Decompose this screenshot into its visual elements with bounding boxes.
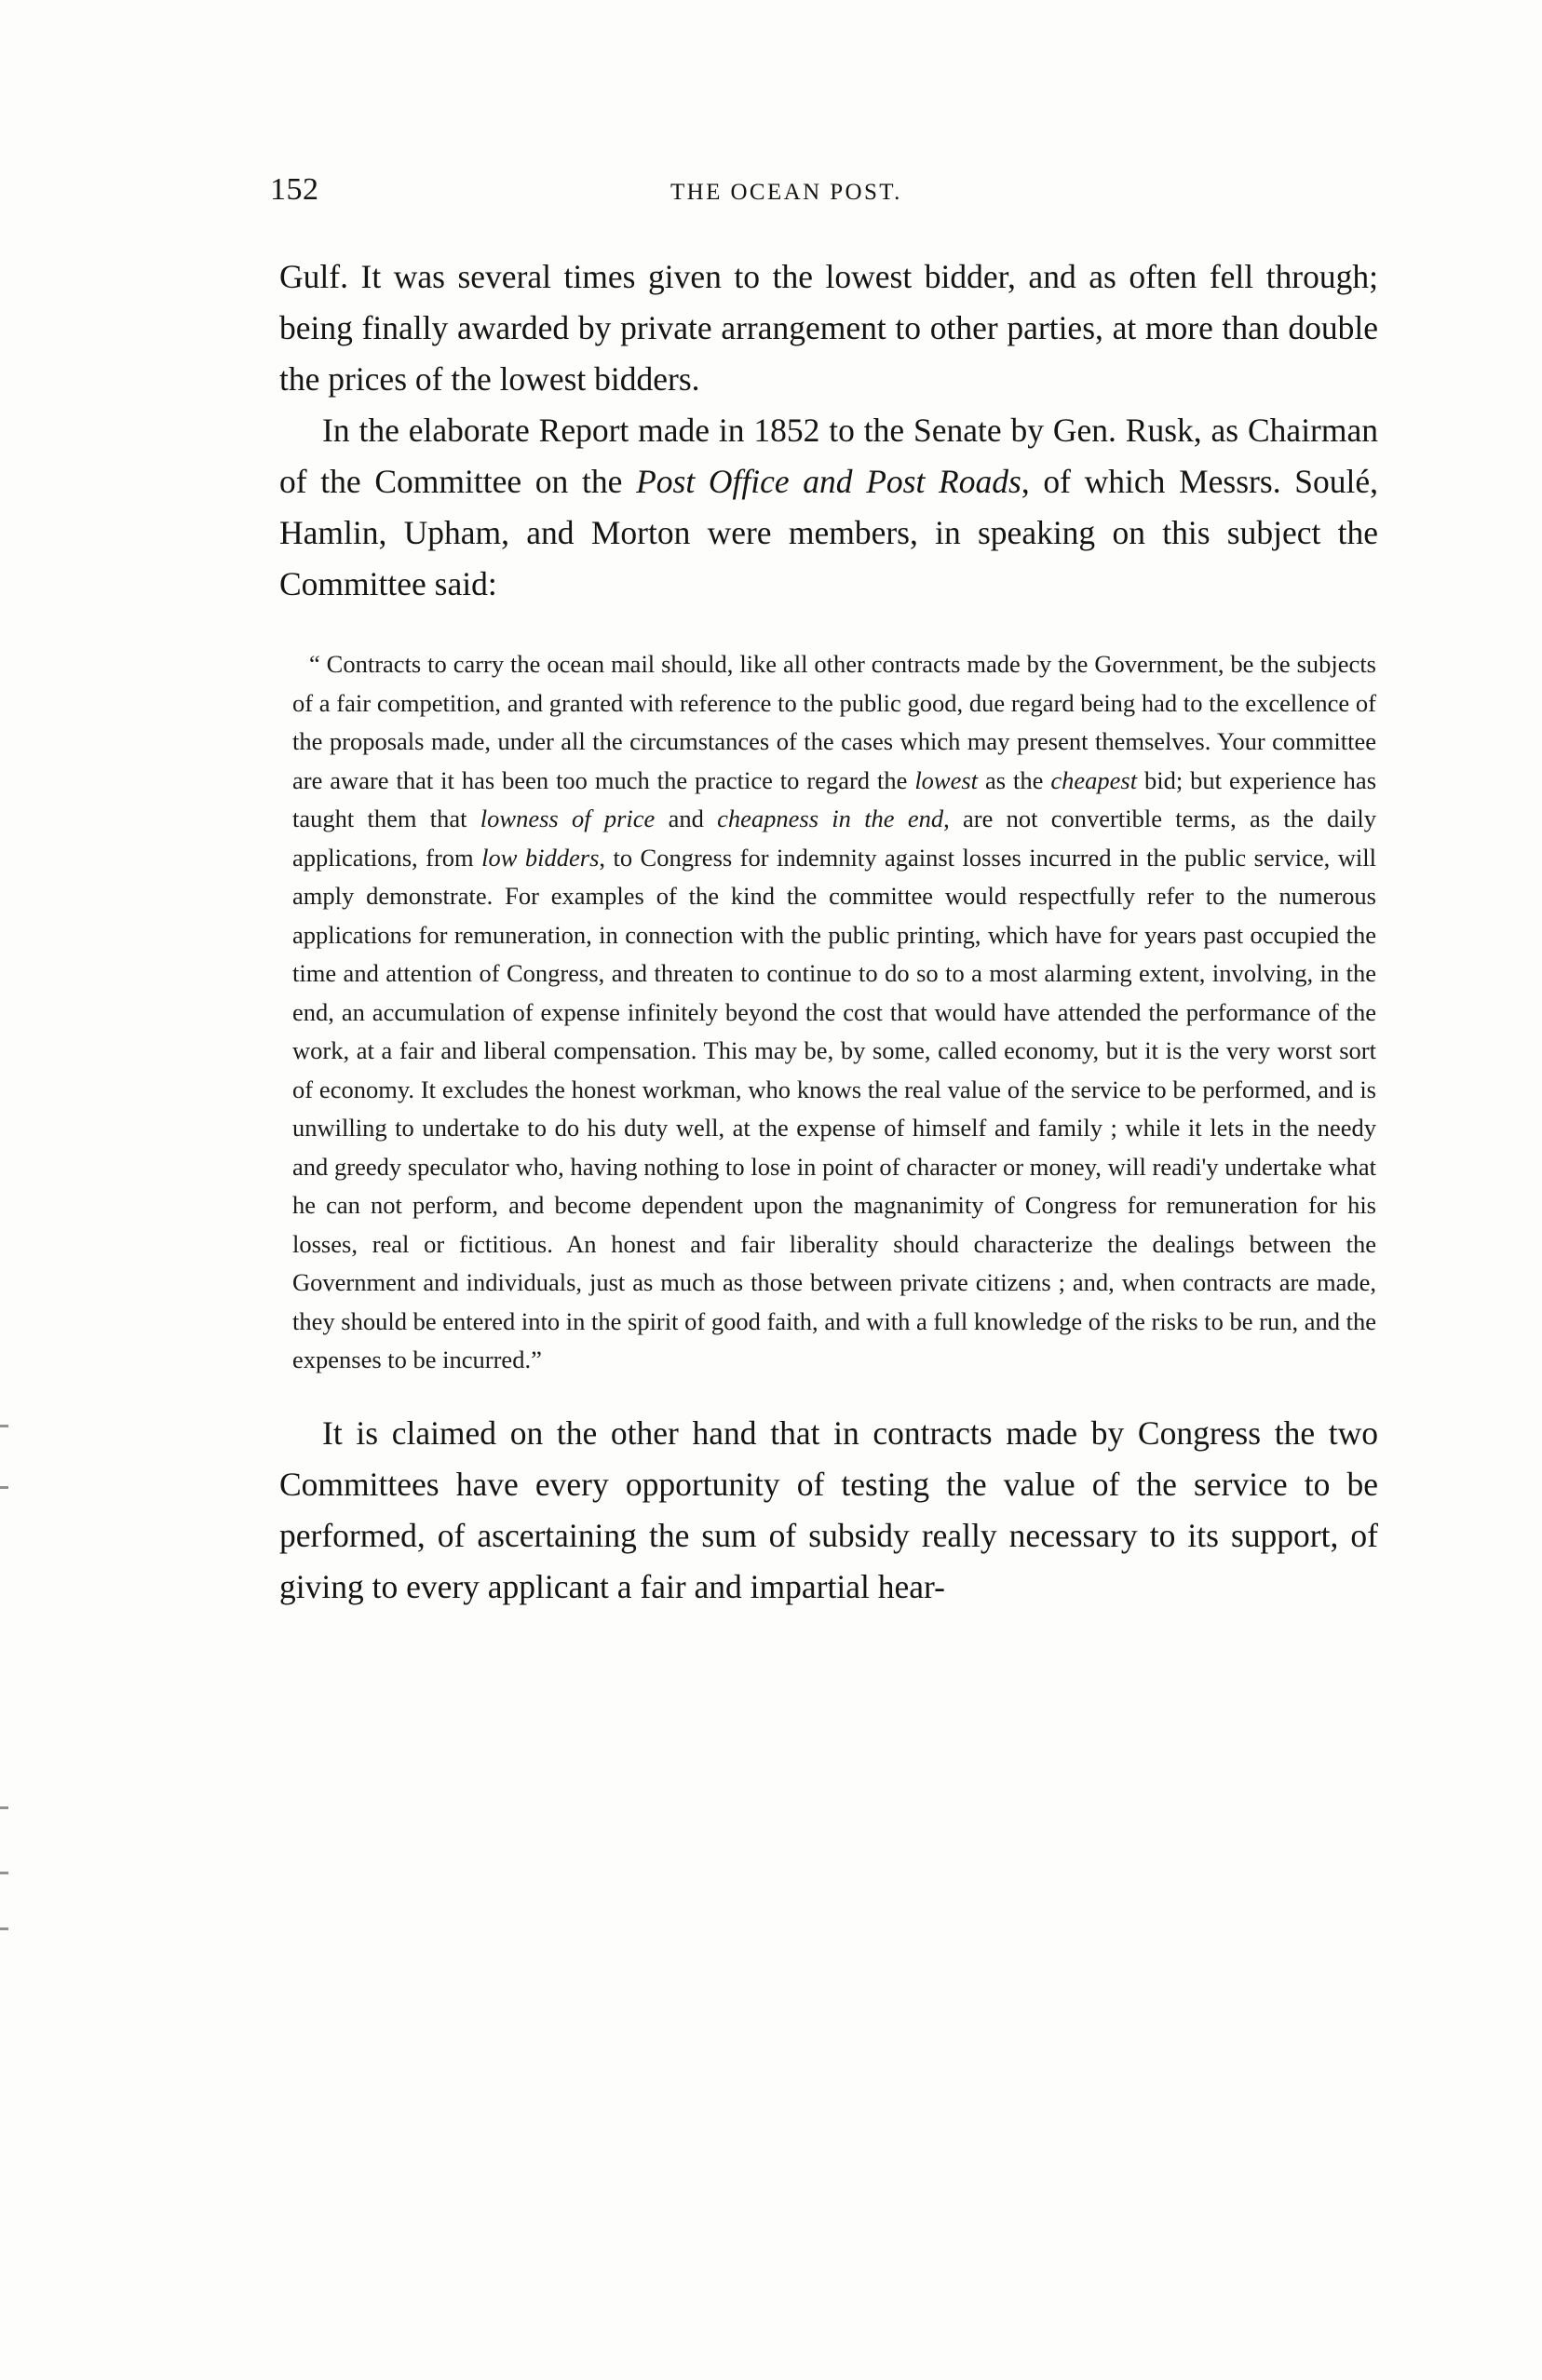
running-head: THE OCEAN POST. [670, 180, 902, 205]
quote-italic-5: low bidders [481, 843, 600, 872]
quote-seg-3: bid; but experience has taught them that [292, 765, 1377, 832]
quote-italic-1: lowest [914, 765, 979, 794]
block-quote [279, 645, 1378, 1380]
quote-italic-4: cheapness in the end [717, 805, 944, 832]
block-quote-text [292, 645, 1376, 1380]
quote-seg-6: , to Congress for indemnity against losses incurred in the public service, will amply demonstrate. For examples of the kind the committee would respectfully refer to the numerous applications for remuneration, in connection with the public printing, which have for years past occupied the time and attention of Congress, and threaten to continue to do so to a most alarming extent, involving, in the end, an accumulation of expense infinitely beyond the cost that would have attended the performance of the work, at a fair and liberal compensation. This may be, by some, called economy, but it is the very worst sort of economy. It excludes the honest workman, who knows the real value of the service to be performed, and is unwilling to undertake to do his duty well, at the expense of himself and family ; while it lets in the needy and greedy speculator who, having nothing to lose in point of character or money, will readi'y undertake what he can not perform, and become dependent upon the magnanimity of Congress for remuneration for his losses, real or fictitious. An honest and fair liberality should characterize the dealings between the Government and individuals, just as much as those between private citizens ; and, when contracts are made, they should be entered into in the spirit of good faith, and with a full knowledge of the risks to be run, and the expenses to be incurred.” [292, 843, 1376, 1373]
quote-seg-4: and [655, 805, 718, 832]
quote-seg-5: , are not convertible terms, as the daily applications, from [292, 805, 1376, 872]
paragraph-2-text-a: In the elaborate Report made in 1852 to the Senate by Gen. Rusk, as Chairman of the Committee on the [279, 412, 1378, 500]
paragraph-3: It is claimed on the other hand that in contracts made by Congress the two Committees have every opportunity of testing the value of the service to be performed, of ascertaining the sum of subsidy really necessary to its support, of giving to every applicant a fair and impartial hear- [279, 1413, 1378, 1605]
paragraph-2-text-b: , of which Messrs. Soulé, Hamlin, Upham, and Morton were members, in speaking on this subject the Committee said: [279, 463, 1379, 602]
paragraph-2-italic-title: Post Office and Post Roads [636, 463, 1021, 500]
quote-seg-2: as the [978, 765, 1051, 794]
quote-seg-1: “ Contracts to carry the ocean mail should, like all other contracts made by the Government, be the subjects of a fair competition, and granted with reference to the public good, due regard being had to the excellence of the proposals made, under all the circumstances of the cases which may present themselves. Your committee are aware that it has been too much the practice to regard the [292, 650, 1376, 794]
quote-italic-2: cheapest [1050, 765, 1138, 794]
paragraph-1: Gulf. It was several times given to the lowest bidder, and as often fell through; being finally awarded by private arrangement to other parties, at more than double the prices of the lowest bidders. [279, 258, 1378, 398]
page-number: 152 [270, 172, 319, 207]
quote-italic-3: lowness of price [480, 805, 656, 832]
body-column [279, 251, 1378, 1613]
page-header [270, 172, 1387, 210]
paragraph-2 [279, 405, 1378, 610]
